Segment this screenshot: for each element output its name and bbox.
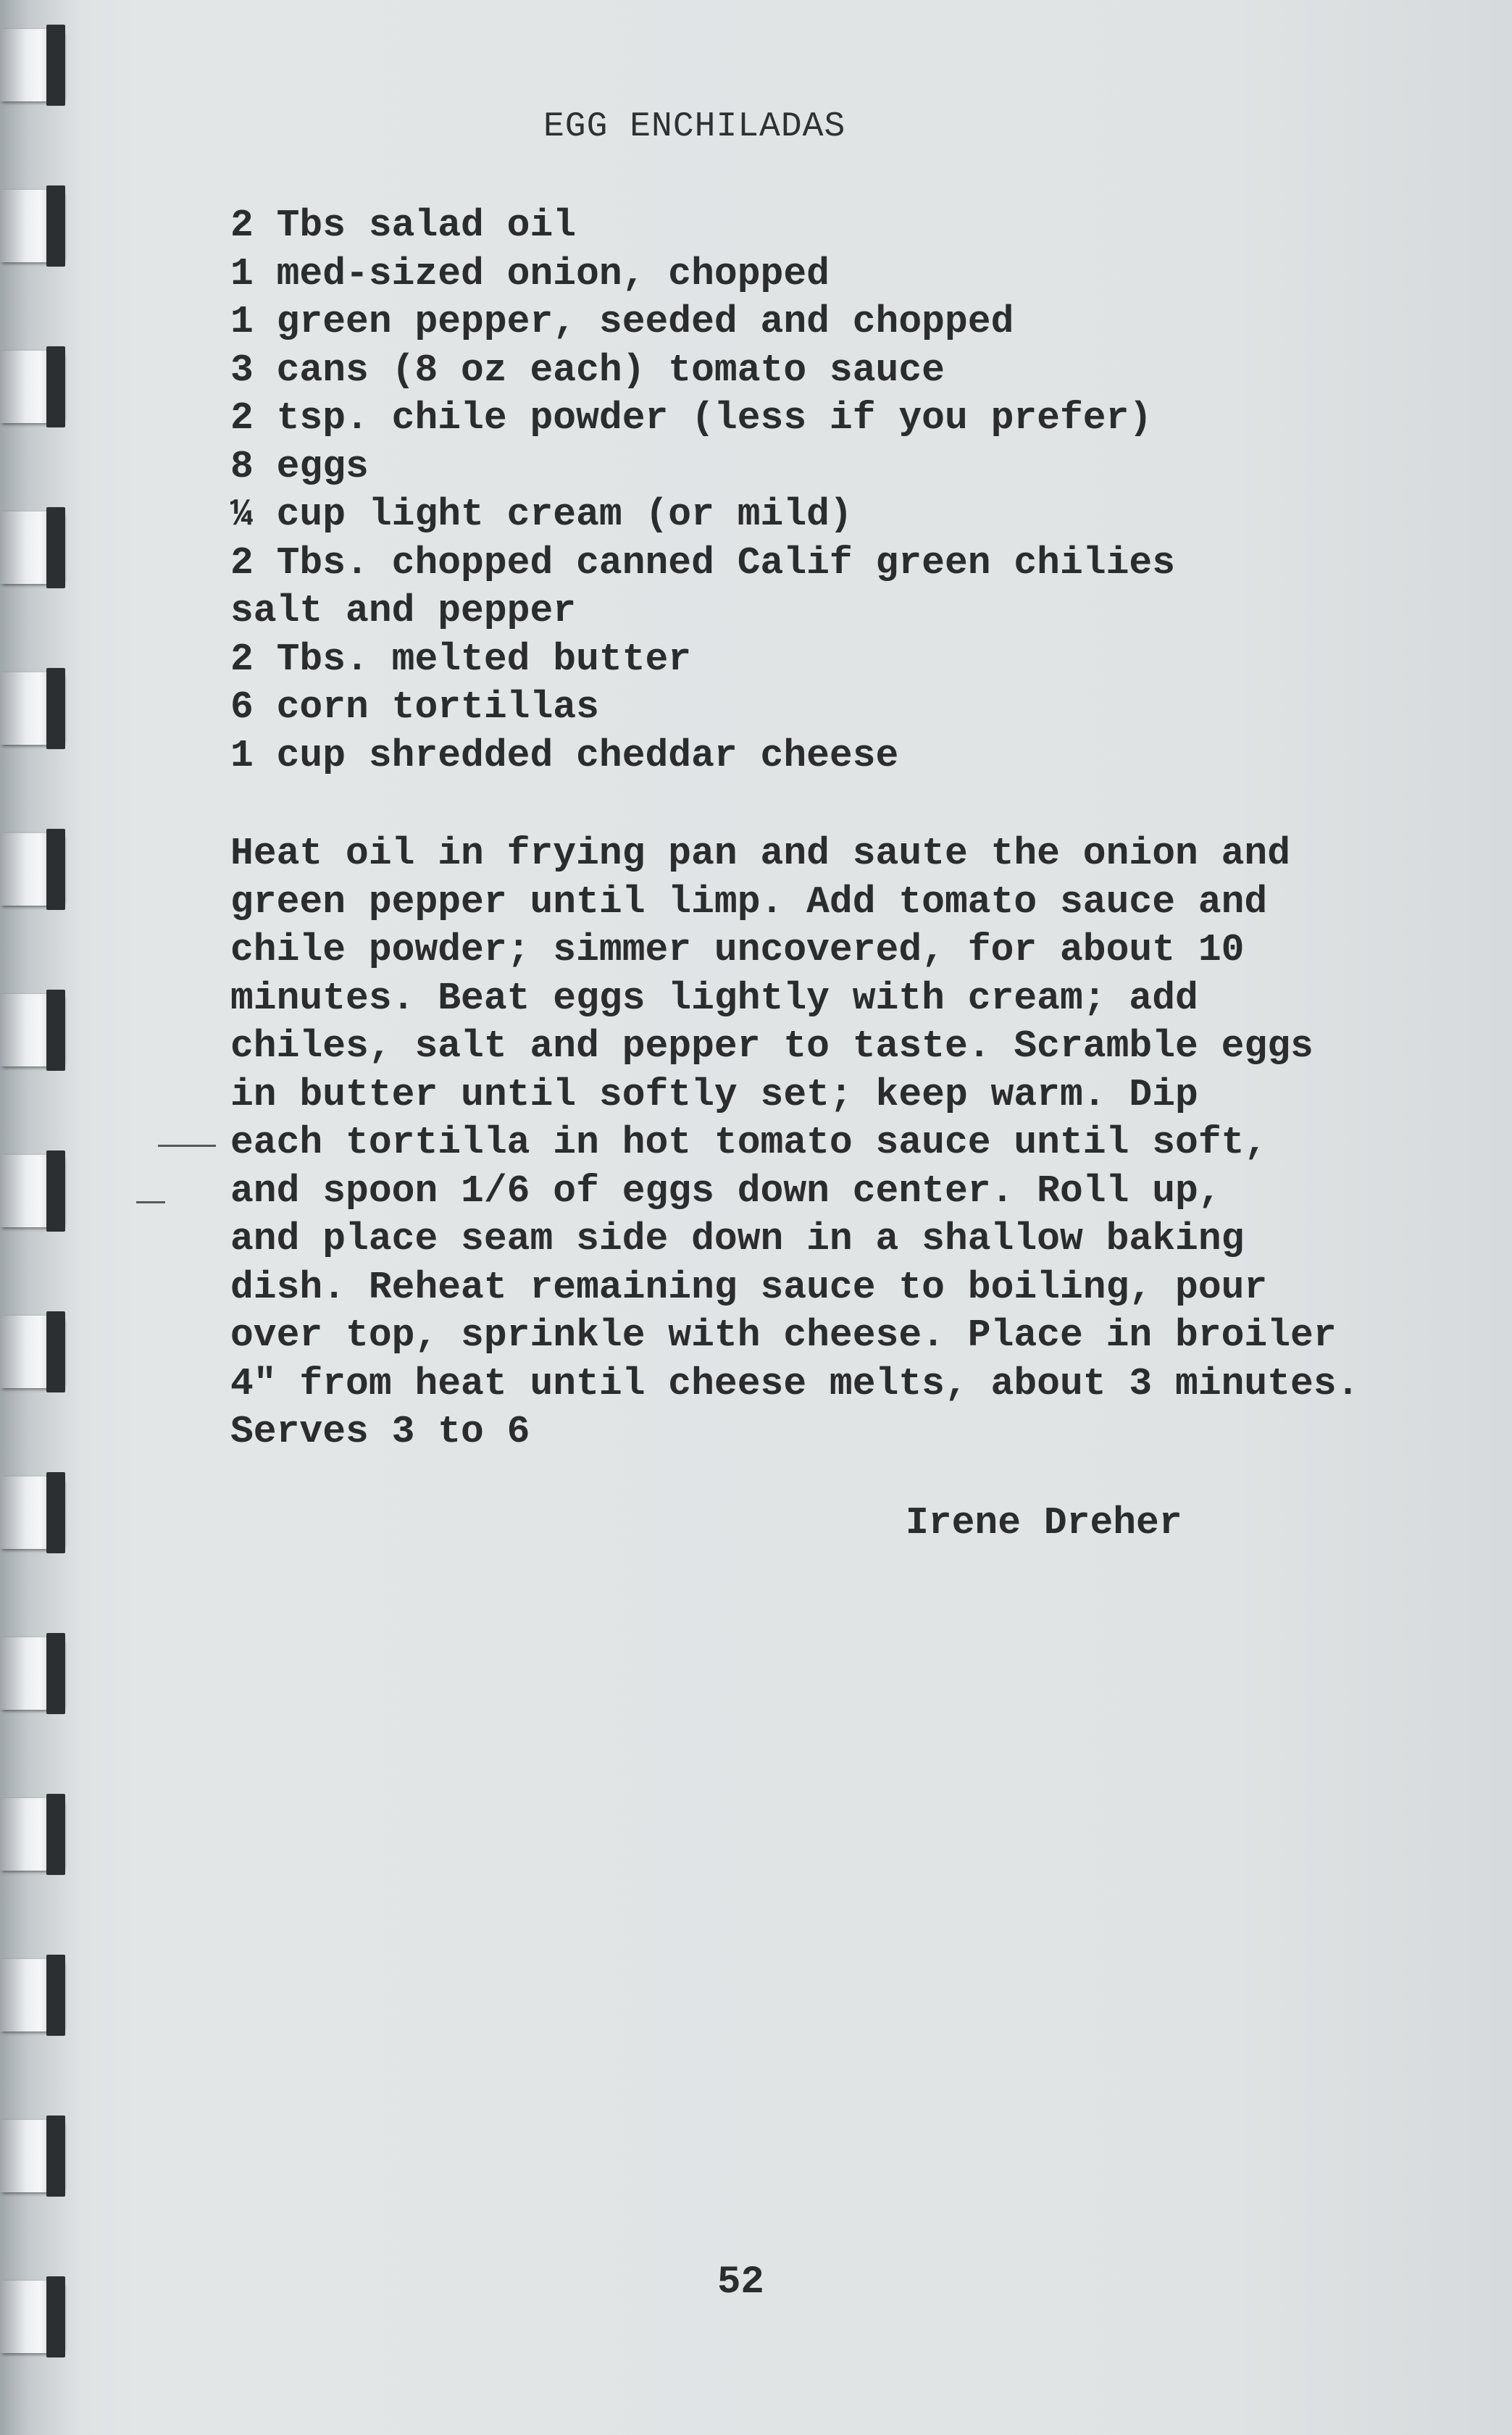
binding-ring <box>0 994 62 1066</box>
ingredient-item: 2 tsp. chile powder (less if you prefer) <box>230 396 1153 440</box>
ingredient-item: 2 Tbs. chopped canned Calif green chilies <box>230 540 1176 585</box>
binding-ring <box>0 1637 62 1710</box>
ingredient-item: 3 cans (8 oz each) tomato sauce <box>230 348 945 392</box>
ingredient-item: salt and pepper <box>230 589 577 632</box>
margin-mark <box>158 1145 216 1147</box>
binding-ring <box>0 1477 62 1549</box>
direction-line: minutes. Beat eggs lightly with cream; add <box>230 976 1198 1020</box>
binding-ring <box>0 1316 62 1388</box>
binding-ring <box>0 2120 62 2192</box>
direction-line: over top, sprinkle with cheese. Place in broiler <box>230 1313 1337 1357</box>
direction-line: dish. Reheat remaining sauce to boiling, pour <box>230 1265 1268 1309</box>
ingredient-item: ¼ cup light cream (or mild) <box>230 493 853 536</box>
direction-line: Serves 3 to 6 <box>230 1410 530 1453</box>
binding-ring <box>0 1959 62 2031</box>
ingredient-list <box>230 201 1175 780</box>
ingredient-item: 1 green pepper, seeded and chopped <box>230 300 1014 343</box>
direction-line: 4" from heat until cheese melts, about 3 minutes. <box>230 1361 1360 1406</box>
direction-line: in butter until softly set; keep warm. Dip <box>230 1072 1198 1116</box>
ingredient-item: 6 corn tortillas <box>230 685 599 729</box>
direction-line: chiles, salt and pepper to taste. Scramble eggs <box>230 1024 1313 1068</box>
ingredient-item: 2 Tbs. melted butter <box>230 637 692 681</box>
binding-ring <box>0 672 62 745</box>
margin-mark <box>136 1201 165 1203</box>
binding-ring <box>0 1798 62 1871</box>
direction-line: each tortilla in hot tomato sauce until soft, <box>230 1121 1268 1164</box>
direction-line: and spoon 1/6 of eggs down center. Roll up, <box>230 1169 1221 1213</box>
page-number: 52 <box>717 2260 764 2305</box>
binding-ring <box>0 833 62 906</box>
direction-line: and place seam side down in a shallow baking <box>230 1217 1245 1261</box>
recipe-author: Irene Dreher <box>906 1501 1182 1545</box>
direction-line: Heat oil in frying pan and saute the onion and <box>230 832 1291 875</box>
binding-ring <box>0 1155 62 1227</box>
ingredient-item: 1 med-sized onion, chopped <box>230 251 830 296</box>
direction-line: green pepper until limp. Add tomato sauce and <box>230 880 1268 924</box>
binding-ring <box>0 190 62 262</box>
ingredient-item: 1 cup shredded cheddar cheese <box>230 733 899 777</box>
recipe-directions <box>230 830 1359 1456</box>
binding-ring <box>0 351 62 423</box>
binding-ring <box>0 29 62 101</box>
ingredient-item: 8 eggs <box>230 444 369 488</box>
binding-ring <box>0 2281 62 2353</box>
recipe-title: EGG ENCHILADAS <box>543 107 846 146</box>
ingredient-item: 2 Tbs salad oil <box>230 204 577 247</box>
binding-ring <box>0 511 62 584</box>
direction-line: chile powder; simmer uncovered, for about 10 <box>230 928 1245 972</box>
